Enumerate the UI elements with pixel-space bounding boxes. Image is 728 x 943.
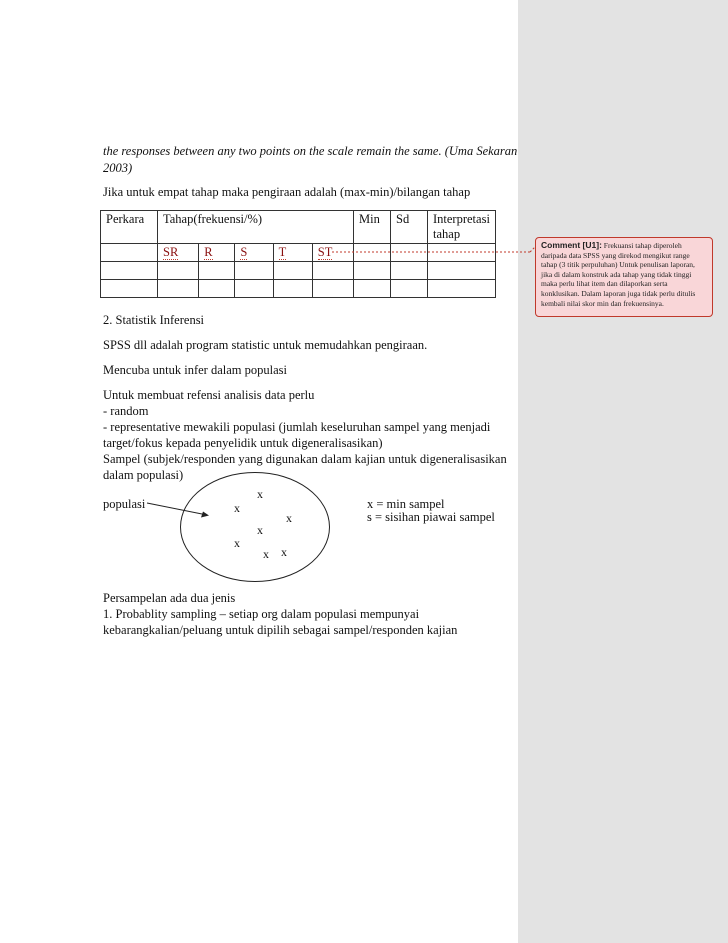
comment-connector <box>330 240 540 260</box>
diagram-label-populasi: populasi <box>103 497 146 511</box>
paragraph-persampelan: Persampelan ada dua jenis <box>103 591 236 605</box>
list-line: Untuk membuat refensi analisis data perlu <box>103 388 315 402</box>
comment-body: Frekuansi tahap diperoleh daripada data SPSS yang direkod mengikut range tahap (3 titik perpuluhan) Untuk penulisan laporan, jika di dalam konstruk ada tahap yang tidak tinggi maka perlu lihat item dan dilaporkan serta konklusikan. Dalam laporan juga tidak perlu ditulis kembali nilai skor min dan frekuensinya. <box>541 241 696 308</box>
section-heading-inferensi: 2. Statistik Inferensi <box>103 313 205 327</box>
legend-min: x = min sampel <box>367 497 445 511</box>
comment-tag: Comment [U1]: <box>541 240 602 250</box>
table-row <box>101 280 496 298</box>
sample-mark: x <box>257 523 263 537</box>
comment-balloon[interactable] <box>535 237 713 317</box>
scale-label-r: R <box>204 245 213 259</box>
paragraph-probability-line1: 1. Probablity sampling – setiap org dalam populasi mempunyai <box>103 607 420 621</box>
header-tahap: Tahap(frekuensi/%) <box>158 211 354 244</box>
header-perkara: Perkara <box>101 211 158 244</box>
header-sd: Sd <box>391 211 428 244</box>
scale-label-s: S <box>240 245 248 259</box>
table-row <box>101 211 496 244</box>
paragraph-formula: Jika untuk empat tahap maka pengiraan adalah (max-min)/bilangan tahap <box>103 185 471 199</box>
scale-label-t: T <box>278 245 287 259</box>
paragraph-infer: Mencuba untuk infer dalam populasi <box>103 363 287 377</box>
population-circle <box>180 472 330 582</box>
sample-mark: x <box>234 501 240 515</box>
paragraph-probability-line2: kebarangkalian/peluang untuk dipilih sebagai sampel/responden kajian <box>103 623 458 637</box>
list-line: - representative mewakili populasi (jumlah keseluruhan sampel yang menjadi <box>103 420 491 434</box>
paragraph-citation-line2: 2003) <box>103 161 133 175</box>
paragraph-spss: SPSS dll adalah program statistic untuk memudahkan pengiraan. <box>103 338 428 352</box>
comment-pane <box>518 0 728 943</box>
header-min: Min <box>354 211 391 244</box>
sample-mark: x <box>286 511 292 525</box>
scale-label-sr: SR <box>163 245 179 259</box>
legend-sd: s = sisihan piawai sampel <box>367 510 495 524</box>
sample-mark: x <box>234 536 240 550</box>
paragraph-citation-line1: the responses between any two points on the scale remain the same. (Uma Sekaran <box>103 144 518 158</box>
table-row <box>101 262 496 280</box>
sample-mark: x <box>263 547 269 561</box>
list-line: - random <box>103 404 149 418</box>
list-line: dalam populasi) <box>103 468 184 482</box>
list-line: target/fokus kepada penyelidik untuk digeneralisasikan) <box>103 436 383 450</box>
sample-mark: x <box>257 487 263 501</box>
sample-mark: x <box>281 545 287 559</box>
list-line: Sampel (subjek/responden yang digunakan dalam kajian untuk digeneralisasikan <box>103 452 507 466</box>
header-interpretasi: Interpretasi tahap <box>428 211 496 244</box>
scale-label-st: ST <box>317 245 333 259</box>
